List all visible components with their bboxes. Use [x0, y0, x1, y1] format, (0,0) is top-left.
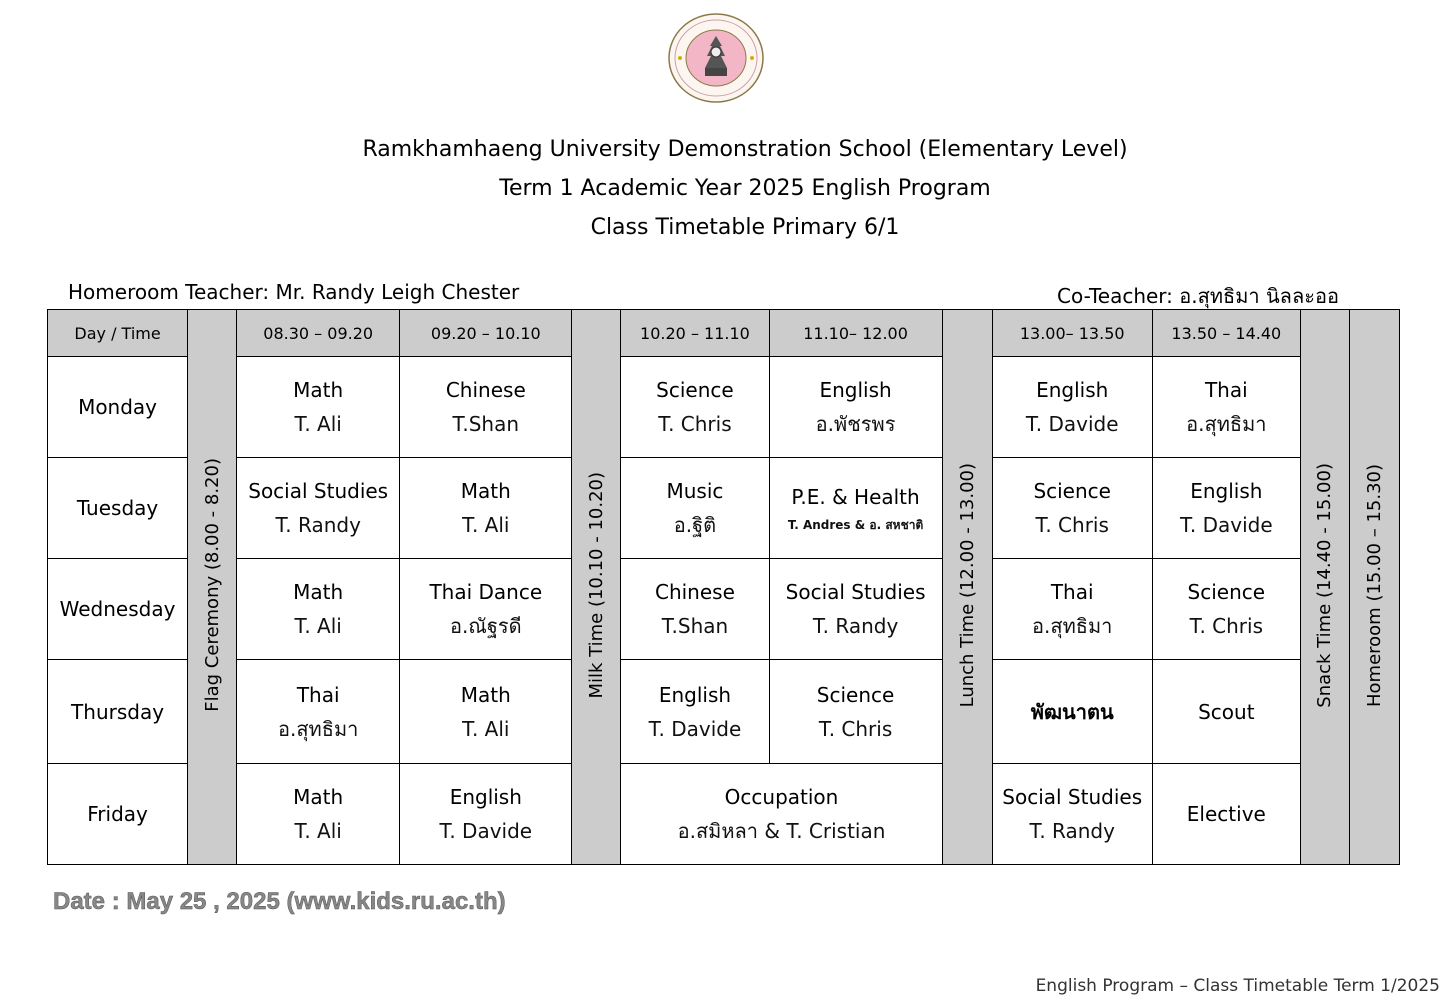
subject: Social Studies — [785, 580, 926, 604]
class-cell — [400, 559, 572, 660]
day-label: Thursday — [48, 660, 188, 764]
class-cell — [621, 764, 942, 865]
teacher: อ.ฐิติ — [673, 513, 717, 537]
teacher: T. Ali — [294, 614, 342, 638]
subject: Math — [293, 580, 344, 604]
subject: Math — [460, 682, 511, 707]
teacher: T. Chris — [818, 716, 893, 741]
class-cell — [400, 660, 572, 764]
subject: Chinese — [445, 378, 526, 402]
teacher: T. Davide — [1180, 513, 1273, 537]
class-cell — [400, 764, 572, 865]
class-cell — [237, 458, 400, 559]
teacher: อ.ณัฐรดี — [449, 614, 522, 638]
class-cell — [400, 357, 572, 458]
class-cell — [769, 660, 942, 764]
teacher: T. Ali — [294, 412, 342, 436]
class-cell — [992, 357, 1152, 458]
subject: Thai — [1050, 580, 1094, 604]
page-footer: English Program – Class Timetable Term 1/2025 — [1035, 976, 1440, 996]
class-cell — [1152, 764, 1300, 865]
flag-ceremony-column — [188, 310, 237, 865]
class-cell — [400, 458, 572, 559]
snack-time-label: Snack Time (14.40 - 15.00) — [1314, 462, 1336, 708]
class-cell — [621, 559, 769, 660]
subject: Math — [460, 479, 511, 503]
term-title: Term 1 Academic Year 2025 English Program — [499, 176, 991, 201]
homeroom-teacher: Homeroom Teacher: Mr. Randy Leigh Chester — [68, 280, 520, 304]
teacher: T. Chris — [1035, 513, 1109, 537]
class-cell — [1152, 458, 1300, 559]
teacher: T.Shan — [452, 412, 520, 436]
subject: P.E. & Health — [791, 485, 920, 509]
teacher: T. Davide — [439, 819, 533, 843]
corner-header: Day / Time — [48, 310, 188, 357]
class-cell — [992, 458, 1152, 559]
class-cell — [992, 660, 1152, 764]
subject: English — [449, 785, 522, 809]
teacher: อ.สุทธิมา — [277, 716, 359, 741]
day-label: Wednesday — [48, 559, 188, 660]
subject: Math — [293, 785, 344, 809]
subject: English — [658, 682, 732, 707]
snack-time-column — [1300, 310, 1349, 865]
class-cell — [237, 660, 400, 764]
subject: Music — [666, 479, 724, 503]
subject: พัฒนาตน — [1030, 699, 1114, 724]
teacher: T. Randy — [812, 614, 899, 638]
class-cell — [621, 458, 769, 559]
teacher: T. Randy — [1029, 819, 1115, 843]
teacher: T. Andres & อ. สหชาติ — [787, 518, 924, 532]
time-header: 10.20 – 11.10 — [621, 310, 769, 357]
subject: English — [1190, 479, 1263, 503]
teacher: อ.สุทธิมา — [1032, 614, 1113, 638]
subject: Occupation — [724, 785, 839, 809]
teacher: T. Randy — [275, 513, 361, 537]
time-header: 09.20 – 10.10 — [400, 310, 572, 357]
date-line: Date : May 25 , 2025 (www.kids.ru.ac.th) — [53, 888, 506, 915]
flag-ceremony-label: Flag Ceremony (8.00 - 8.20) — [201, 458, 223, 712]
homeroom-label: Homeroom (15.00 – 15.30) — [1363, 463, 1385, 707]
subject: Science — [1187, 580, 1266, 604]
teacher: อ.พัชรพร — [815, 412, 896, 436]
teacher: T. Davide — [1025, 412, 1119, 436]
time-header: 11.10– 12.00 — [769, 310, 942, 357]
table-row — [48, 764, 1400, 865]
homeroom-column — [1349, 310, 1399, 865]
time-header: 08.30 – 09.20 — [237, 310, 400, 357]
class-cell — [621, 357, 769, 458]
class-cell — [237, 764, 400, 865]
subject: Science — [1033, 479, 1111, 503]
class-cell — [1152, 660, 1300, 764]
class-cell — [1152, 559, 1300, 660]
day-label: Tuesday — [48, 458, 188, 559]
teacher: T. Davide — [648, 716, 742, 741]
subject: Thai — [296, 682, 340, 707]
subject: Science — [656, 378, 734, 402]
class-cell — [769, 559, 942, 660]
teacher: T. Ali — [294, 819, 342, 843]
day-label: Monday — [48, 357, 188, 458]
lunch-time-column — [942, 310, 992, 865]
class-cell — [992, 559, 1152, 660]
time-header: 13.50 – 14.40 — [1152, 310, 1300, 357]
subject: Science — [816, 682, 895, 707]
teacher: T. Chris — [658, 412, 732, 436]
subject: Math — [293, 378, 344, 402]
teacher: อ.สมิหลา & T. Cristian — [677, 819, 886, 843]
table-row — [48, 458, 1400, 559]
class-cell — [769, 458, 942, 559]
class-cell — [992, 764, 1152, 865]
class-cell — [621, 660, 769, 764]
time-header: 13.00– 13.50 — [992, 310, 1152, 357]
school-logo — [667, 12, 765, 104]
class-cell — [237, 559, 400, 660]
teacher: T. Ali — [462, 716, 510, 741]
milk-time-label: Milk Time (10.10 - 10.20) — [585, 471, 607, 699]
teacher: T. Ali — [462, 513, 510, 537]
table-row — [48, 559, 1400, 660]
teacher: อ.สุทธิมา — [1186, 412, 1267, 436]
co-teacher: Co-Teacher: อ.สุทธิมา นิลละออ — [1057, 284, 1339, 308]
teacher: T.Shan — [661, 614, 729, 638]
subject: Scout — [1198, 699, 1255, 724]
subject: Social Studies — [248, 479, 389, 503]
subject: Thai Dance — [429, 580, 543, 604]
class-cell — [237, 357, 400, 458]
subject: Elective — [1186, 802, 1266, 826]
class-title: Class Timetable Primary 6/1 — [590, 215, 900, 240]
subject: Thai — [1204, 378, 1248, 402]
table-row — [48, 660, 1400, 764]
subject: Chinese — [654, 580, 735, 604]
teacher: T. Chris — [1189, 614, 1264, 638]
school-name: Ramkhamhaeng University Demonstration School (Elementary Level) — [362, 137, 1128, 162]
subject: Social Studies — [1002, 785, 1143, 809]
subject: English — [1036, 378, 1109, 402]
day-label: Friday — [48, 764, 188, 865]
milk-time-column — [572, 310, 621, 865]
subject: English — [819, 378, 892, 402]
class-cell — [769, 357, 942, 458]
table-row — [48, 357, 1400, 458]
timetable — [47, 309, 1400, 865]
lunch-time-label: Lunch Time (12.00 - 13.00) — [956, 462, 978, 708]
class-cell — [1152, 357, 1300, 458]
